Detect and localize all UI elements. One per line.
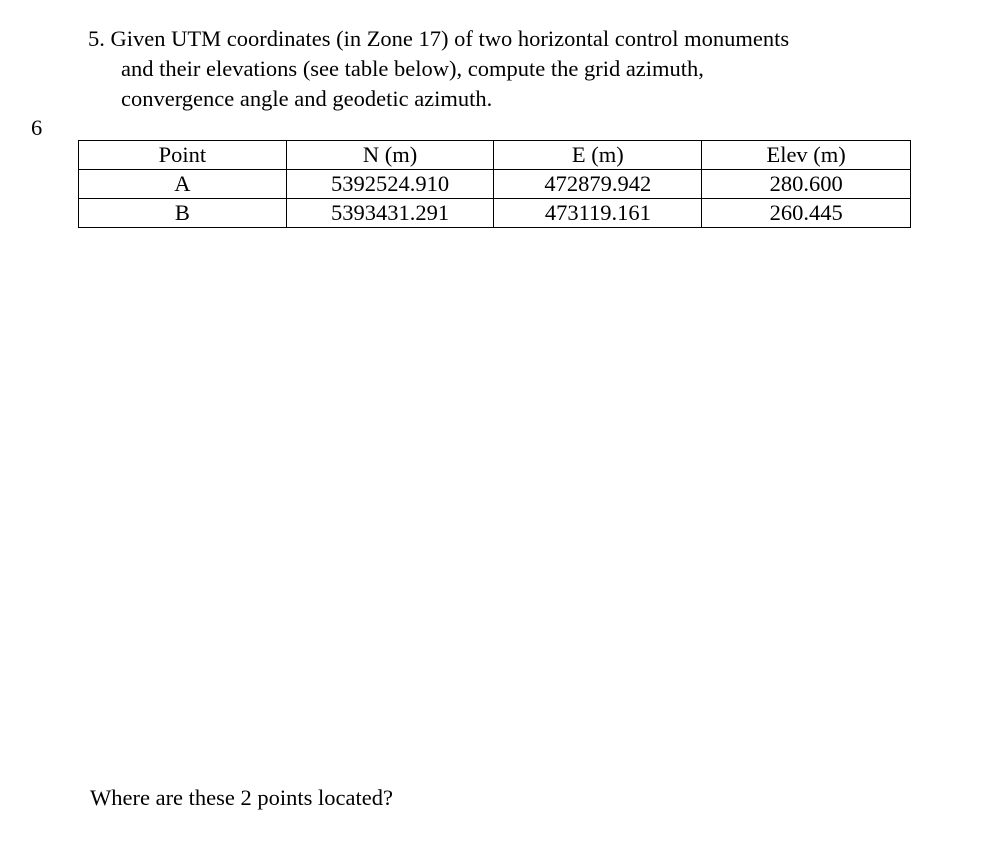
question-line-3: convergence angle and geodetic azimuth. — [121, 86, 493, 111]
question-number: 5. — [88, 26, 105, 51]
question-line-2: and their elevations (see table below), compute the grid azimuth, — [121, 56, 704, 81]
cell-point: B — [79, 199, 287, 228]
cell-elevation: 260.445 — [702, 199, 911, 228]
cell-point: A — [79, 170, 287, 199]
cell-elevation: 280.600 — [702, 170, 911, 199]
cell-northing: 5392524.910 — [286, 170, 494, 199]
cell-easting: 473119.161 — [494, 199, 702, 228]
follow-up-question: Where are these 2 points located? — [90, 785, 393, 810]
cell-easting: 472879.942 — [494, 170, 702, 199]
header-northing: N (m) — [286, 141, 494, 170]
table-header-row — [79, 141, 911, 170]
coordinates-table — [78, 140, 911, 228]
cell-northing: 5393431.291 — [286, 199, 494, 228]
header-point: Point — [79, 141, 287, 170]
header-easting: E (m) — [494, 141, 702, 170]
question-line-1-text: Given UTM coordinates (in Zone 17) of two horizontal control monuments — [110, 26, 790, 51]
table-row — [79, 199, 911, 228]
table-row — [79, 170, 911, 199]
margin-mark: 6 — [31, 115, 43, 140]
header-elevation: Elev (m) — [702, 141, 911, 170]
question-line-1 — [88, 24, 968, 54]
